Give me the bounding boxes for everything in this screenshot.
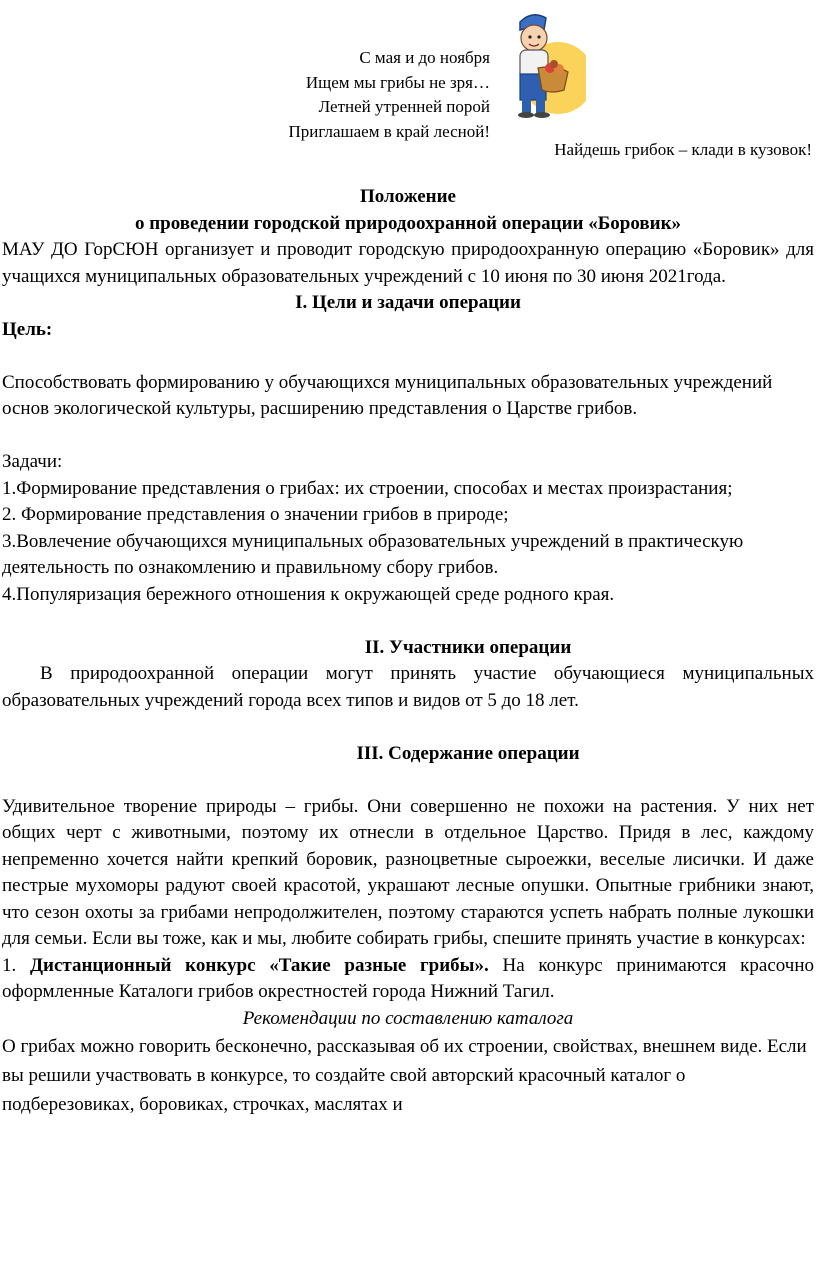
boy-with-mushroom-basket-icon (498, 8, 586, 120)
doc-intro: МАУ ДО ГорСЮН организует и проводит городскую природоохранную операцию «Боровик» для учащихся муниципальных образовательных учреждений с 10 июня по 30 июня 2021года. (2, 239, 814, 287)
poem-line-2: Ищем мы грибы не зря… (305, 72, 490, 92)
poem (200, 46, 490, 144)
recommend-text: О грибах можно говорить бесконечно, рассказывая об их строении, свойствах, внешнем виде. Если вы решили участвовать в конкурсе, то создайте свой авторский красочный каталог о подберезовиках, боровиках, строчках, маслятах и (2, 1036, 807, 1115)
goal-label: Цель: (2, 318, 53, 340)
section1-heading: I. Цели и задачи операции (295, 292, 521, 313)
section3-heading: III. Содержание операции (356, 742, 580, 764)
doc-subtitle: о проведении городской природоохранной операции «Боровик» (134, 212, 682, 234)
contest-number: 1. (2, 954, 17, 976)
section2-text: В природоохранной операции могут принять участие обучающиеся муниципальных образовательных учреждений города всех типов и видов от 5 до 18 лет. (2, 663, 814, 711)
contest-text: На конкурс принимаются красочно оформленные Каталоги грибов окрестностей города Нижний Тагил. (2, 954, 815, 1002)
poem-line-4: Приглашаем в край лесной! (288, 121, 490, 141)
task-item: 3.Вовлечение обучающихся муниципальных образовательных учреждений в практическую деятельность по ознакомлению и правильному сбору грибов. (2, 530, 744, 578)
poem-line-1: С мая и до ноября (359, 48, 490, 67)
task-item: 1.Формирование представления о грибах: их строении, способах и местах произрастания; (2, 477, 733, 499)
poem-line-3: Летней утренней порой (318, 97, 490, 116)
contest-title: Дистанционный конкурс «Такие разные грибы». (29, 954, 489, 976)
task-item: 2. Формирование представления о значении грибов в природе; (2, 504, 509, 525)
contest-paragraph (2, 953, 814, 1006)
poem-last-line: Найдешь грибок – клади в кузовок! (554, 140, 812, 159)
document-body (2, 184, 814, 1119)
task-item: 4.Популяризация бережного отношения к окружающей среде родного края. (2, 583, 615, 605)
section2-heading: II. Участники операции (364, 636, 572, 658)
section3-text: Удивительное творение природы – грибы. Они совершенно не похожи на растения. У них нет общих черт с животными, поэтому их отнесли в отдельное Царство. Придя в лес, каждому непременно хочется найти крепкий боровик, разноцветные сыроежки, веселые лисички. И даже пестрые мухоморы радуют своей красотой, украшают лесные опушки. Опытные грибники знают, что сезон охоты за грибами непродолжителен, поэтому стараются успеть набрать полные лукошки для семьи. Если вы тоже, как и мы, любите собирать грибы, спешите принять участие в конкурсах: (2, 795, 814, 949)
recommend-heading: Рекомендации по составлению каталога (242, 1007, 574, 1029)
goal-text: Способствовать формированию у обучающихся муниципальных образовательных учреждений основ экологической культуры, расширению представления о Царстве грибов. (2, 371, 773, 419)
tasks-label: Задачи: (2, 451, 63, 472)
doc-title: Положение (359, 186, 456, 207)
